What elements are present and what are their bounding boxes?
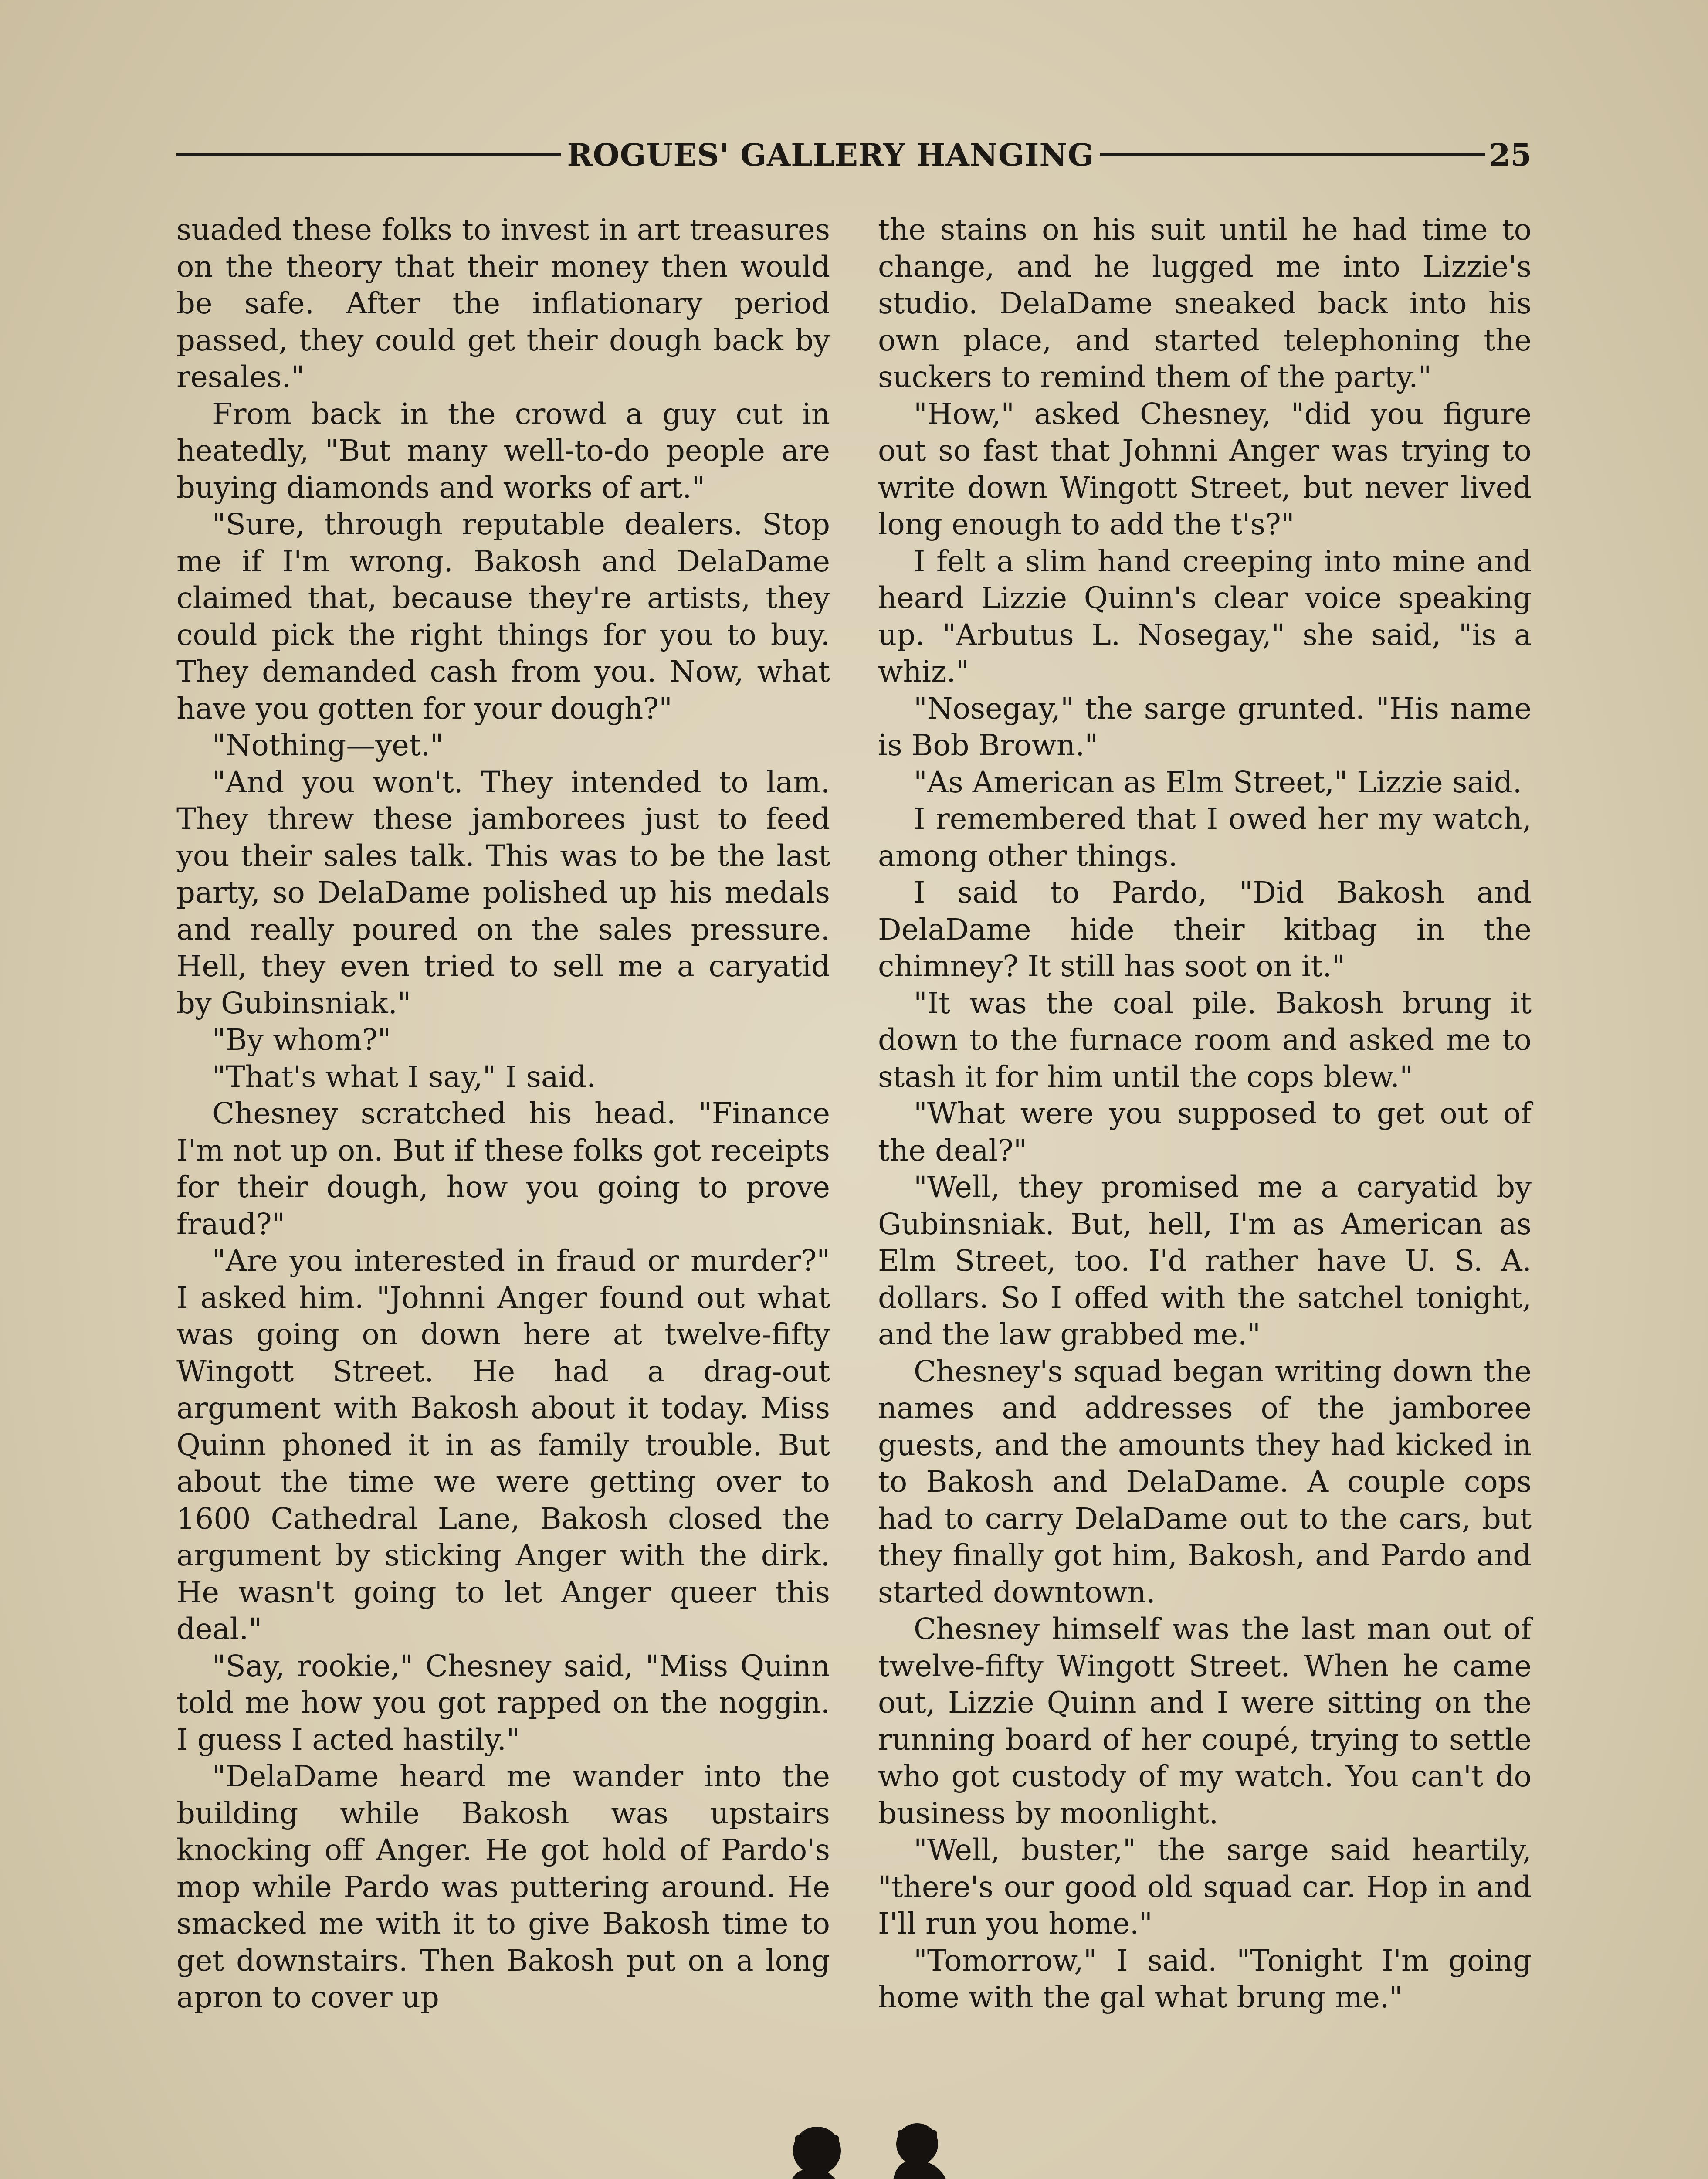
paragraph: "That's what I say," I said. — [212, 1059, 596, 1094]
paragraph: I felt a slim hand creeping into mine and heard Lizzie Quinn's clear voice speaking up. "Arbutus L. Nosegay," she said, "is a whiz." — [878, 544, 1532, 689]
paragraph: "Are you interested in fraud or murder?" I asked him. "Johnni Anger found out what was going on down here at twelve-fifty Wingott Street. He had a drag-out argument with Bakosh about it today. Miss Quinn phoned it in as family trouble. But about the time we were getting over to 1600 Cathedral Lane, Bakosh closed the argument by sticking Anger with the dirk. He wasn't going to let Anger queer this deal." — [176, 1244, 830, 1646]
paragraph: Chesney scratched his head. "Finance I'm not up on. But if these folks got receipts for their dough, how you going to prove fraud?" — [176, 1096, 830, 1241]
paragraph: "Nosegay," the sarge grunted. "His name is Bob Brown." — [878, 691, 1532, 762]
running-head — [176, 131, 1532, 179]
left-column — [176, 211, 830, 2016]
header-rule-left — [176, 153, 561, 156]
paragraph: "As American as Elm Street," Lizzie said. — [914, 765, 1522, 799]
paragraph: From back in the crowd a guy cut in heatedly, "But many well-to-do people are buying diamonds and works of art." — [176, 397, 830, 505]
paragraph: suaded these folks to invest in art treasures on the theory that their money then would be safe. After the inflationary period passed, they could get their dough back by resales." — [176, 213, 830, 394]
paragraph: "It was the coal pile. Bakosh brung it down to the furnace room and asked me to stash it for him until the cops blew." — [878, 986, 1532, 1094]
paragraph: "Tomorrow," I said. "Tonight I'm going home with the gal what brung me." — [878, 1943, 1532, 2014]
paragraph: Chesney himself was the last man out of twelve-fifty Wingott Street. When he came out, Lizzie Quinn and I were sitting on the running board of her coupé, trying to settle who got custody of my watch. You can't do business by moonlight. — [878, 1612, 1532, 1830]
paragraph: the stains on his suit until he had time to change, and he lugged me into Lizzie's studio. DelaDame sneaked back into his own place, and started telephoning the suckers to remind them of the party." — [878, 213, 1532, 394]
story-title: ROGUES' GALLERY HANGING — [567, 136, 1095, 173]
page-number: 25 — [1489, 136, 1532, 173]
motorcycle-police-illustration — [697, 2109, 1011, 2179]
paragraph: "Nothing—yet." — [212, 728, 444, 762]
paragraph: "DelaDame heard me wander into the building while Bakosh was upstairs knocking off Anger. He got hold of Pardo's mop while Pardo was puttering around. He smacked me with it to give Bakosh time to get downstairs. Then Bakosh put on a long apron to cover up — [176, 1759, 830, 2014]
header-rule-right — [1100, 153, 1484, 156]
paragraph: "Well, they promised me a caryatid by Gubinsniak. But, hell, I'm as American as Elm Street, too. I'd rather have U. S. A. dollars. So I offed with the satchel tonight, and the law grabbed me." — [878, 1170, 1532, 1351]
paragraph: "Say, rookie," Chesney said, "Miss Quinn told me how you got rapped on the noggin. I guess I acted hastily." — [176, 1649, 830, 1757]
paragraph: "How," asked Chesney, "did you figure out so fast that Johnni Anger was trying to write down Wingott Street, but never lived long enough to add the t's?" — [878, 397, 1532, 541]
right-column — [878, 211, 1532, 2016]
paragraph: "Well, buster," the sarge said heartily, "there's our good old squad car. Hop in and I'll run you home." — [878, 1833, 1532, 1941]
paragraph: "What were you supposed to get out of the deal?" — [878, 1096, 1532, 1168]
paragraph: "Sure, through reputable dealers. Stop me if I'm wrong. Bakosh and DelaDame claimed that, because they're artists, they could pick the right things for you to buy. They demanded cash from you. Now, what have you gotten for your dough?" — [176, 507, 830, 726]
paragraph: "By whom?" — [212, 1023, 391, 1057]
paragraph: "And you won't. They intended to lam. They threw these jamborees just to feed you their sales talk. This was to be the last party, so DelaDame polished up his medals and really poured on the sales pressure. Hell, they even tried to sell me a caryatid by Gubinsniak." — [176, 765, 830, 1020]
paragraph: I said to Pardo, "Did Bakosh and DelaDame hide their kitbag in the chimney? It still has soot on it." — [878, 876, 1532, 983]
paragraph: I remembered that I owed her my watch, among other things. — [878, 802, 1532, 873]
paragraph: Chesney's squad began writing down the names and addresses of the jamboree guests, and the amounts they had kicked in to Bakosh and DelaDame. A couple cops had to carry DelaDame out to the cars, but they finally got him, Bakosh, and Pardo and started downtown. — [878, 1354, 1532, 1609]
